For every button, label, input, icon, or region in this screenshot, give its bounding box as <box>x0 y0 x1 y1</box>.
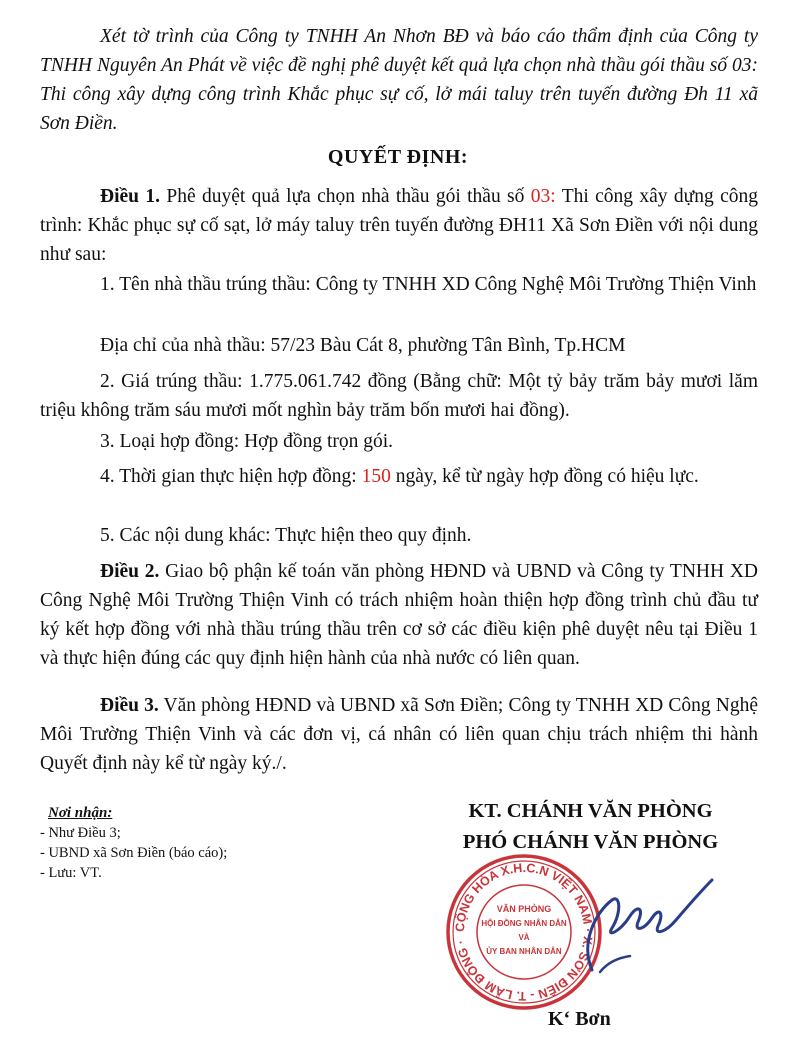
article-3-label: Điều 3. <box>100 695 159 716</box>
recipient-item: - UBND xã Sơn Điền (báo cáo); <box>40 845 228 861</box>
recipient-item: - Lưu: VT. <box>40 865 102 881</box>
article-1-text-b: Thi công xây dựng công trình: Khắc phục sự cố sạt, lở máy taluy trên tuyến đường ĐH11 Xã Sơn Điền với nội dung như sau: <box>40 186 758 265</box>
article-2-text: Giao bộ phận kế toán văn phòng HĐND và UBND và Công ty TNHH XD Công Nghệ Môi Trường Thiện Vinh có trách nhiệm hoàn thiện hợp đồng trình chủ đầu tư ký kết hợp đồng với nhà thầu trúng thầu trên cơ sở các điều kiện phê duyệt nêu tại Điều 1 và thực hiện đúng các quy định hiện hành của nhà nước có liên quan. <box>40 561 759 669</box>
signature-title-block <box>418 796 763 858</box>
preamble-paragraph: Xét tờ trình của Công ty TNHH An Nhơn BĐ và báo cáo thẩm định của Công ty TNHH Nguyên An Phát về việc đề nghị phê duyệt kết quả lựa chọn nhà thầu gói thầu số 03: Thi công xây dựng công trình Khắc phục sự cố, lở mái taluy trên tuyến đường Đh 11 xã Sơn Điền. <box>40 26 758 134</box>
article-2-paragraph <box>40 557 758 673</box>
seal-line: ỦY BAN NHÂN DÂN <box>486 947 562 956</box>
seal-line: HỘI ĐỒNG NHÂN DÂN <box>481 919 567 928</box>
signature-line-1: KT. CHÁNH VĂN PHÒNG <box>468 800 713 822</box>
duration-text-a: 4. Thời gian thực hiện hợp đồng: <box>100 466 362 487</box>
recipients-header: Nơi nhận: <box>48 805 113 821</box>
article-1-text-a: Phê duyệt quả lựa chọn nhà thầu gói thầu số <box>159 186 531 207</box>
contractor-address: Địa chỉ của nhà thầu: 57/23 Bàu Cát 8, phường Tân Bình, Tp.HCM <box>100 335 626 356</box>
duration-days: 150 <box>361 466 391 487</box>
article-1-label: Điều 1. <box>100 186 160 207</box>
recipient-item: - Như Điều 3; <box>40 825 121 841</box>
contract-type-item: 3. Loại hợp đồng: Hợp đồng trọn gói. <box>100 431 394 452</box>
seal-ring-text: CỘNG HÒA X.H.C.N VIỆT NAM · X. SƠN ĐIỀN - T. LÂM ĐỒNG · <box>452 860 596 1004</box>
other-content-item: 5. Các nội dung khác: Thực hiện theo quy định. <box>100 525 472 546</box>
signer-name: K‘ Bơn <box>548 1008 611 1030</box>
article-1-paragraph <box>40 182 758 269</box>
handwritten-signature-icon <box>560 852 720 1002</box>
seal-line: VÀ <box>518 933 530 942</box>
article-2-label: Điều 2. <box>100 561 160 582</box>
duration-text-b: ngày, kể từ ngày hợp đồng có hiệu lực. <box>390 466 699 487</box>
recipients-block <box>40 803 227 883</box>
signature-line-2: PHÓ CHÁNH VĂN PHÒNG <box>462 831 719 853</box>
article-3-text: Văn phòng HĐND và UBND xã Sơn Điền; Công ty TNHH XD Công Nghệ Môi Trường Thiện Vinh và các đơn vị, cá nhân có liên quan chịu trách nhiệm thi hành Quyết định này kể từ ngày ký./. <box>40 695 758 774</box>
bid-price-item: 2. Giá trúng thầu: 1.775.061.742 đồng (Bằng chữ: Một tỷ bảy trăm bảy mươi lăm triệu không trăm sáu mươi mốt nghìn bảy trăm bốn mươi hai đồng). <box>40 371 758 421</box>
seal-line: VĂN PHÒNG <box>496 904 552 914</box>
contractor-name-item: 1. Tên nhà thầu trúng thầu: Công ty TNHH XD Công Nghệ Môi Trường Thiện Vinh <box>100 274 757 295</box>
article-3-paragraph <box>40 691 758 778</box>
contract-duration-item <box>40 462 758 491</box>
package-number: 03: <box>530 186 556 207</box>
decision-title: QUYẾT ĐỊNH: <box>327 146 469 168</box>
